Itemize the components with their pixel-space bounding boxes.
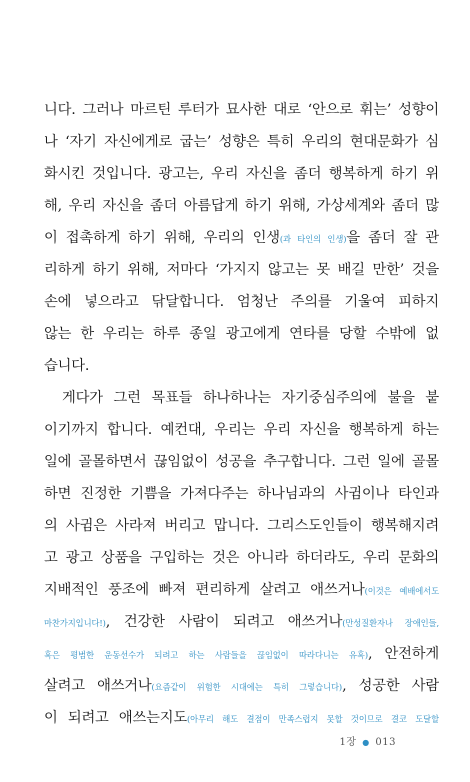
text-line: 니다. 그러나 마르틴 루터가 묘사한 대로 ‘안으로 휘는’ 성향이 bbox=[44, 102, 439, 118]
body-text bbox=[44, 94, 439, 734]
text-line: 의 사귐은 사라져 버리고 맙니다. 그리스도인들이 행복해지려 bbox=[44, 518, 439, 534]
text-line: 이 접촉하게 하기 위해, 우리의 인생(과 타인의 인생)을 좀더 잘 관 bbox=[44, 230, 439, 246]
text-line: 습니다. bbox=[44, 358, 90, 374]
text-line: 게다가 그런 목표들 하나하나는 자기중심주의에 불을 붙 bbox=[62, 390, 439, 406]
text-line: 혹은 평범한 운동선수가 되려고 하는 사람들을 끊임없이 따라다니는 유혹), 안전하게 bbox=[44, 646, 439, 662]
page-number bbox=[340, 733, 396, 748]
note-text: 마찬가지입니다!) bbox=[44, 618, 106, 628]
text-line: 지배적인 풍조에 빠져 편리하게 살려고 애쓰거나(이것은 예배에서도 bbox=[44, 582, 439, 598]
text-line: 하면 진정한 기쁨을 가져다주는 하나님과의 사귐이나 타인과 bbox=[44, 486, 439, 502]
text-line: 이기까지 합니다. 예컨대, 우리는 우리 자신을 행복하게 하는 bbox=[44, 422, 439, 438]
chapter-label: 1장 bbox=[339, 737, 357, 748]
text-line: 살려고 애쓰거나(요즘같이 위험한 시대에는 특히 그렇습니다), 성공한 사람 bbox=[44, 678, 439, 694]
text-line: 리하게 하기 위해, 저마다 ‘가지지 않고는 못 배길 만한’ 것을 bbox=[44, 262, 439, 278]
text-line: 이 되려고 애쓰는지도(아무리 해도 결점이 만족스럽지 못할 것이므로 결코 도달할 bbox=[44, 710, 439, 726]
note-text: (과 타인의 인생) bbox=[279, 234, 347, 244]
dot-icon: ● bbox=[362, 738, 370, 747]
text-line: 화시킨 것입니다. 광고는, 우리 자신을 좀더 행복하게 하기 위 bbox=[44, 166, 439, 182]
text-line: 나 ‘자기 자신에게로 굽는’ 성향은 특히 우리의 현대문화가 심 bbox=[44, 134, 439, 150]
text-line: 일에 골몰하면서 끊임없이 성공을 추구합니다. 그런 일에 골몰 bbox=[44, 454, 439, 470]
note-text: (이것은 예배에서도 bbox=[364, 586, 439, 596]
note-text: (만성질환자나 장애인들, bbox=[342, 618, 439, 628]
text-line: 고 광고 상품을 구입하는 것은 아니라 하더라도, 우리 문화의 bbox=[44, 550, 439, 566]
text-line: 해, 우리 자신을 좀더 아름답게 하기 위해, 가상세계와 좀더 많 bbox=[44, 198, 439, 214]
text-line: 않는 한 우리는 하루 종일 광고에게 연타를 당할 수밖에 없 bbox=[44, 326, 439, 342]
page-number-value: 013 bbox=[375, 737, 396, 748]
text-line: 손에 넣으라고 닦달합니다. 엄청난 주의를 기울여 피하지 bbox=[44, 294, 439, 310]
note-text: (요즘같이 위험한 시대에는 특히 그렇습니다) bbox=[151, 682, 343, 692]
text-line: 마찬가지입니다!), 건강한 사람이 되려고 애쓰거나(만성질환자나 장애인들, bbox=[44, 614, 439, 630]
note-text: 혹은 평범한 운동선수가 되려고 하는 사람들을 끊임없이 따라다니는 유혹) bbox=[44, 650, 368, 660]
note-text: (아무리 해도 결점이 만족스럽지 못할 것이므로 결코 도달할 bbox=[186, 714, 439, 724]
